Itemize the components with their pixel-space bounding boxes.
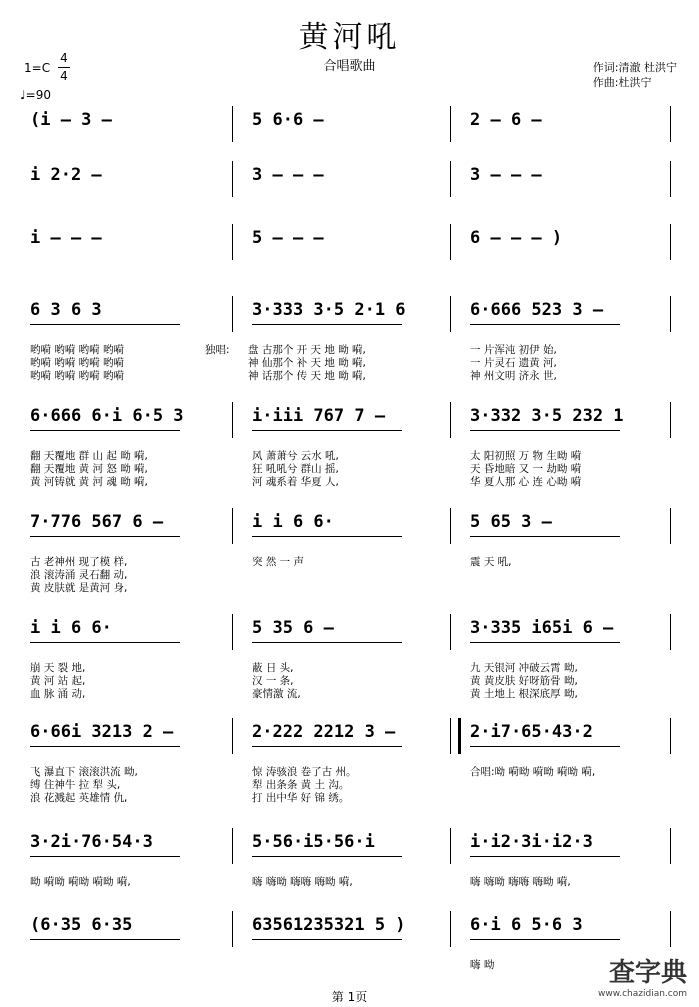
rhythm-beam — [30, 642, 180, 643]
measure-notes: i i 6 6· — [252, 512, 334, 532]
rhythm-beam — [252, 642, 402, 643]
repeat-barline — [458, 718, 461, 754]
song-title: 黄河吼 — [298, 20, 401, 55]
measure-notes: i·iii 767 7 – — [252, 406, 386, 426]
lyric-text: 盘 古那个 开 天 地 呦 嗬, — [248, 344, 366, 356]
barline — [670, 718, 671, 754]
barline — [450, 828, 451, 864]
measure-notes: (6·35 6·35 — [30, 915, 133, 935]
rhythm-beam — [252, 430, 402, 431]
lyric-text: 惊 涛骇浪 卷了古 州。 — [252, 766, 357, 778]
lyric-text: 豪情激 流, — [252, 688, 301, 700]
barline — [232, 296, 233, 332]
lyric-text: 缚 住神牛 拉 犁 头, — [30, 779, 121, 791]
lyric-text: 狂 吼吼兮 群山 摇, — [252, 463, 339, 475]
lyric-text: 古 老神州 现了模 样, — [30, 556, 128, 568]
measure-notes: 3·332 3·5 232 1 — [470, 406, 624, 426]
lyric-text: 黄 黄皮肤 好呀筋骨 呦, — [470, 675, 578, 687]
barline — [670, 224, 671, 260]
barline — [670, 508, 671, 544]
lyric-text: 汉 一 条, — [252, 675, 294, 687]
measure-notes: 5 6·6 – — [252, 110, 324, 130]
lyric-text: 黄 土地上 根深底厚 呦, — [470, 688, 578, 700]
lyric-text: 嗨 嗨呦 嗨嗨 嗨呦 嗬, — [470, 876, 571, 888]
lyric-text: 黄 河铸就 黄 河 魂 呦 嗬, — [30, 476, 148, 488]
key-signature: 1=C — [24, 61, 51, 75]
measure-notes: 5 65 3 – — [470, 512, 552, 532]
rhythm-beam — [252, 856, 402, 857]
lyric-text: 蔽 日 头, — [252, 662, 294, 674]
barline — [232, 161, 233, 197]
measure-notes: 3·333 3·5 2·1 6 — [252, 300, 406, 320]
lyric-text: 神 话那个 传 天 地 呦 嗬, — [248, 370, 366, 382]
measure-notes: 2 – 6 – — [470, 110, 542, 130]
time-top: 4 — [60, 51, 68, 65]
barline — [450, 106, 451, 142]
barline — [670, 161, 671, 197]
logo-url: www.chazidian.com — [597, 989, 687, 999]
lyric-text: 打 出中华 好 锦 绣。 — [252, 792, 350, 804]
lyric-text: 华 夏人那 心 连 心呦 嗬 — [470, 476, 582, 488]
lyricist: 作词:清澈 杜洪宁 — [592, 61, 677, 74]
measure-notes: 6·i 6 5·6 3 — [470, 915, 583, 935]
page-number: 第 1页 — [331, 990, 368, 1004]
barline — [670, 402, 671, 438]
lyric-text: 神 仙那个 补 天 地 呦 嗬, — [248, 357, 366, 369]
lyric-text: 太 阳初照 万 物 生呦 嗬 — [470, 450, 582, 462]
barline — [232, 911, 233, 947]
lyric-text: 犁 出条条 黄 土 沟。 — [252, 779, 350, 791]
rhythm-beam — [470, 536, 620, 537]
credits — [593, 60, 677, 90]
lyric-text: 哟嗬 哟嗬 哟嗬 哟嗬 — [30, 357, 125, 369]
measure-notes: i 2·2 – — [30, 165, 102, 185]
lyric-text: 神 州文明 济永 世, — [470, 370, 557, 382]
measure-notes: 7·776 567 6 – — [30, 512, 164, 532]
barline — [670, 614, 671, 650]
measure-notes: 3 – – – — [470, 165, 542, 185]
measure-notes: 3 – – – — [252, 165, 324, 185]
song-subtitle: 合唱歌曲 — [323, 59, 376, 74]
lyric-text: 黄 河 站 起, — [30, 675, 86, 687]
lyric-text: 一 片灵石 遗黄 河, — [470, 357, 557, 369]
rhythm-beam — [30, 856, 180, 857]
measure-notes: 6·666 6·i 6·5 3 — [30, 406, 184, 426]
tempo-marking: ♩=90 — [20, 88, 51, 102]
lyric-text: 震 天 吼, — [470, 556, 512, 568]
lyric-text: 翻 天覆地 黄 河 怒 呦 嗬, — [30, 463, 148, 475]
barline — [232, 508, 233, 544]
measure-notes: 6·66i 3213 2 – — [30, 722, 174, 742]
barline — [670, 911, 671, 947]
lyric-text: 哟嗬 哟嗬 哟嗬 哟嗬 — [30, 344, 125, 356]
lyric-text: 一 片浑沌 初伊 始, — [470, 344, 557, 356]
lyric-text: 突 然 一 声 — [252, 556, 305, 568]
barline — [232, 718, 233, 754]
lyric-text: 合唱:呦 嗬呦 嗬呦 嗬呦 嗬, — [470, 766, 596, 778]
lyric-text: 嗨 嗨呦 嗨嗨 嗨呦 嗬, — [252, 876, 353, 888]
barline — [450, 614, 451, 650]
rhythm-beam — [30, 939, 180, 940]
lyric-text: 天 昏地暗 又 一 劫呦 嗬 — [470, 463, 582, 475]
rhythm-beam — [470, 430, 620, 431]
measure-notes: 63561235321 5 ) — [252, 915, 406, 935]
barline — [670, 828, 671, 864]
barline — [450, 224, 451, 260]
measure-notes: 3·2i·76·54·3 — [30, 832, 153, 852]
lyric-text: 浪 滚涛涌 灵石翻 动, — [30, 569, 128, 581]
time-signature — [58, 50, 70, 85]
measure-notes: 3·335 i65i 6 – — [470, 618, 614, 638]
rhythm-beam — [30, 324, 180, 325]
rhythm-beam — [470, 642, 620, 643]
barline — [450, 296, 451, 332]
lyric-text: 翻 天覆地 群 山 起 呦 嗬, — [30, 450, 148, 462]
measure-notes: 5 – – – — [252, 228, 324, 248]
lyric-text: 嗨 呦 — [470, 959, 495, 971]
barline — [450, 402, 451, 438]
lyric-text: 黄 皮肤就 是黄河 身, — [30, 582, 128, 594]
time-bottom: 4 — [60, 69, 68, 83]
measure-notes: 2·i7·65·43·2 — [470, 722, 593, 742]
rhythm-beam — [252, 536, 402, 537]
barline — [670, 296, 671, 332]
rhythm-beam — [30, 536, 180, 537]
measure-notes: 6·666 523 3 – — [470, 300, 604, 320]
measure-notes: i – – – — [30, 228, 102, 248]
rhythm-beam — [470, 746, 620, 747]
lyric-text: 浪 花溅起 英雄情 仇, — [30, 792, 128, 804]
lyric-text: 河 魂系着 华夏 人, — [252, 476, 339, 488]
barline — [670, 106, 671, 142]
lyric-text: 风 萧萧兮 云水 吼, — [252, 450, 339, 462]
barline — [450, 718, 451, 754]
logo-text: 查字典 — [608, 958, 687, 988]
barline — [232, 224, 233, 260]
measure-notes: (i – 3 – — [30, 110, 112, 130]
lyric-text: 血 脉 涌 动, — [30, 688, 86, 700]
rhythm-beam — [252, 939, 402, 940]
rhythm-beam — [30, 746, 180, 747]
rhythm-beam — [470, 856, 620, 857]
measure-notes: 5·56·i5·56·i — [252, 832, 375, 852]
barline — [232, 614, 233, 650]
measure-notes: i·i2·3i·i2·3 — [470, 832, 593, 852]
measure-notes: 5 35 6 – — [252, 618, 334, 638]
barline — [450, 911, 451, 947]
barline — [450, 161, 451, 197]
barline — [232, 828, 233, 864]
barline — [450, 508, 451, 544]
rhythm-beam — [252, 324, 402, 325]
lyric-text: 崩 天 裂 地, — [30, 662, 86, 674]
lyric-text: 独唱: — [205, 344, 230, 356]
composer: 作曲:杜洪宁 — [592, 76, 652, 89]
lyric-text: 呦 嗬呦 嗬呦 嗬呦 嗬, — [30, 876, 131, 888]
lyric-text: 飞 瀑直下 滚滚洪流 呦, — [30, 766, 138, 778]
measure-notes: 6 – – – ) — [470, 228, 563, 248]
lyric-text: 哟嗬 哟嗬 哟嗬 哟嗬 — [30, 370, 125, 382]
barline — [232, 106, 233, 142]
rhythm-beam — [30, 430, 180, 431]
rhythm-beam — [252, 746, 402, 747]
measure-notes: 6 3 6 3 — [30, 300, 102, 320]
barline — [232, 402, 233, 438]
lyric-text: 九 天银河 冲破云霄 呦, — [470, 662, 578, 674]
measure-notes: i i 6 6· — [30, 618, 112, 638]
rhythm-beam — [470, 324, 620, 325]
watermark-logo — [537, 952, 687, 1002]
rhythm-beam — [470, 939, 620, 940]
measure-notes: 2·222 2212 3 – — [252, 722, 396, 742]
